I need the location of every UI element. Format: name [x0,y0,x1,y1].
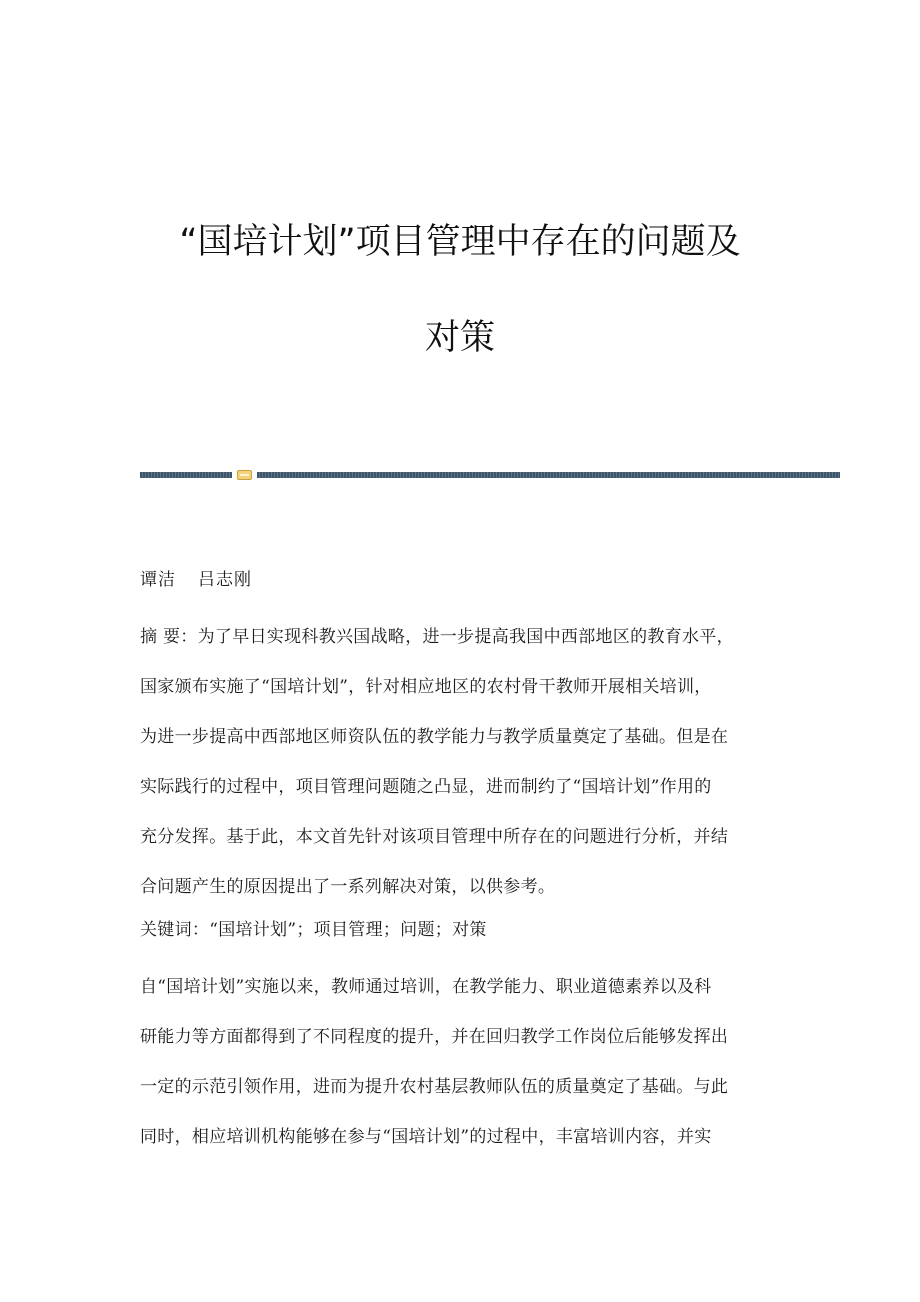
divider-ornament-icon [237,470,252,480]
abstract-line: 为进一步提高中西部地区师资队伍的教学能力与教学质量奠定了基础。但是在 [140,727,729,747]
abstract-line: 实际践行的过程中，项目管理问题随之凸显，进而制约了“国培计划”作用的 [140,777,712,797]
abstract [140,625,790,925]
body-line: 自“国培计划”实施以来，教师通过培训，在教学能力、职业道德素养以及科 [140,977,712,997]
abstract-line: 充分发挥。基于此，本文首先针对该项目管理中所存在的问题进行分析，并结 [140,827,729,847]
body-paragraph [140,975,790,1175]
keywords-line: 关键词：“国培计划”；项目管理；问题；对策 [140,920,487,940]
body-line: 一定的示范引领作用，进而为提升农村基层教师队伍的质量奠定了基础。与此 [140,1077,729,1097]
title-line-2: 对策 [424,318,495,358]
author-name: 谭洁 [140,570,176,590]
abstract-line: 合问题产生的原因提出了一系列解决对策，以供参考。 [140,877,556,897]
abstract-line: 国家颁布实施了“国培计划”，针对相应地区的农村骨干教师开展相关培训， [140,677,712,697]
author-name: 吕志刚 [198,570,252,590]
divider-bar-right [257,472,840,478]
title-divider [140,470,840,480]
divider-bar-left [140,472,232,478]
abstract-line: 摘 要：为了早日实现科教兴国战略，进一步提高我国中西部地区的教育水平， [140,627,734,647]
body-line: 同时，相应培训机构能够在参与“国培计划”的过程中，丰富培训内容，并实 [140,1127,712,1147]
title-line-1: “国培计划”项目管理中存在的问题及 [179,222,741,262]
author-line [140,568,780,593]
body-line: 研能力等方面都得到了不同程度的提升，并在回归教学工作岗位后能够发挥出 [140,1027,729,1047]
keywords [140,918,790,968]
